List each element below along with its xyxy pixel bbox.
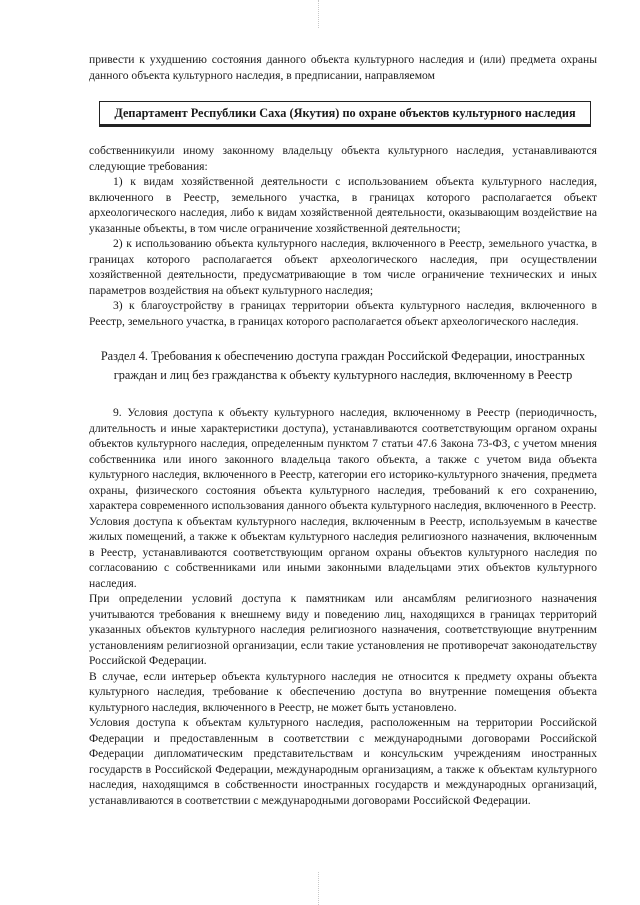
requirements-block [89,143,597,329]
paragraph: В случае, если интерьер объекта культурного наследия не относится к предмету охраны объекта культурного наследия, требование к обеспечению доступа во внутренние помещения объекта культурного наследия, включенного в Реестр, не может быть установлено. [89,669,597,714]
fold-line-top [318,0,319,28]
paragraph: Условия доступа к объектам культурного наследия, включенным в Реестр, используемым в качестве жилых помещений, а также к объектам культурного наследия религиозного назначения, включенным в Реестр, устанавливаются соответствующим органом охраны объектов культурного наследия по согласованию с собственниками или иными законными владельцами этих объектов культурного наследия. [89,514,597,590]
paragraph: 2) к использованию объекта культурного наследия, включенного в Реестр, земельного участка, в границах которого располагается объект археологического наследия, при осуществлении хозяйственной деятельности, предусматривающие в том числе ограничение технических и иных параметров воздействия на объект культурного наследия; [89,237,597,297]
paragraph: 1) к видам хозяйственной деятельности с использованием объекта культурного наследия, включенного в Реестр, земельного участка, в границах которого располагается объект археологического наследия, либо к видам хозяйственной деятельности, оказывающим воздействие на указанные объекты, в том числе ограничение хозяйственной деятельности; [89,175,597,235]
access-conditions-block [89,405,597,808]
paragraph: Условия доступа к объектам культурного наследия, расположенным на территории Российской Федерации и предоставленным в соответствии с международными договорами Российской Федерации дипломатическим представительствам и консульским учреждениям иностранных государств в Российской Федерации, международным организациям, а также к объектам культурного наследия, находящимся в собственности иностранных государств и международных организаций, устанавливаются в соответствии с международными договорами Российской Федерации. [89,716,597,807]
paragraph: собственникуили иному законному владельцу объекта культурного наследия, устанавливаются следующие требования: [89,144,597,173]
paragraph: При определении условий доступа к памятникам или ансамблям религиозного назначения учитываются требования к внешнему виду и поведению лиц, находящихся в границах территорий указанных объектов культурного наследия религиозного назначения, соответствующие внутренним установлениям религиозной организации, если такие установления не противоречат законодательству Российской Федерации. [89,592,597,667]
paragraph: 3) к благоустройству в границах территории объекта культурного наследия, включенного в Реестр, земельного участка, в границах которого располагается объект археологического наследия. [89,299,597,328]
document-body [89,52,597,808]
section-title: Раздел 4. Требования к обеспечению доступа граждан Российской Федерации, иностранных граждан и лиц без гражданства к объекту культурного наследия, включенному в Реестр [100,349,586,382]
fold-line-bottom [318,872,319,905]
top-paragraph: привести к ухудшению состояния данного объекта культурного наследия и (или) предмета охраны данного объекта культурного наследия, в предписании, направляемом [89,53,597,82]
paragraph: 9. Условия доступа к объекту культурного наследия, включенному в Реестр (периодичность, длительность и иные характеристики доступа), устанавливаются соответствующим органом охраны объектов культурного наследия, определенным пунктом 7 статьи 47.6 Закона 73-ФЗ, с учетом мнения собственника или иного законного владельца такого объекта, а также с учетом вида объекта культурного наследия, включенного в Реестр, категории его историко-культурного значения, предмета охраны, физического состояния объекта культурного наследия, требований к его сохранению, характера современного использования данного объекта культурного наследия, включенного в Реестр. [89,406,597,512]
department-header-box: Департамент Республики Саха (Якутия) по охране объектов культурного наследия [99,101,591,127]
